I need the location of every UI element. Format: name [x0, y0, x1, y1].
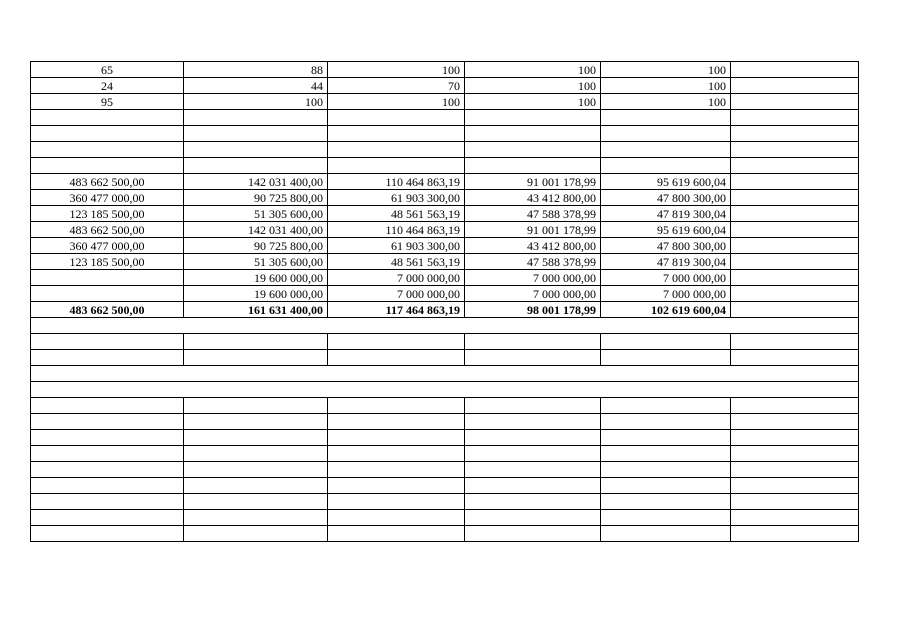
table-cell: [731, 302, 859, 318]
table-cell: [328, 494, 465, 510]
table-cell: [731, 190, 859, 206]
table-cell: 95 619 600,04: [601, 174, 731, 190]
table-cell: 91 001 178,99: [465, 222, 601, 238]
table-cell: [328, 446, 465, 462]
table-cell: 65: [31, 62, 184, 78]
table-cell: 43 412 800,00: [465, 238, 601, 254]
table-cell: [328, 142, 465, 158]
table-cell: [731, 254, 859, 270]
table-cell: [601, 110, 731, 126]
table-cell: [601, 398, 731, 414]
table-cell: 100: [465, 78, 601, 94]
table-cell: [465, 126, 601, 142]
table-cell: 44: [184, 78, 328, 94]
table-cell: [184, 430, 328, 446]
table-cell: [731, 494, 859, 510]
table-cell: [31, 142, 184, 158]
table-cell: [465, 158, 601, 174]
table-cell: 483 662 500,00: [31, 222, 184, 238]
table-cell: 61 903 300,00: [328, 190, 465, 206]
merged-cell: [31, 382, 859, 398]
table-cell: [731, 462, 859, 478]
table-cell: [328, 414, 465, 430]
table-row: [31, 398, 859, 414]
table-cell: 88: [184, 62, 328, 78]
table-cell: [601, 430, 731, 446]
table-cell: [465, 494, 601, 510]
table-cell: [31, 110, 184, 126]
table-cell: [601, 334, 731, 350]
table-cell: 100: [601, 62, 731, 78]
table-cell: 90 725 800,00: [184, 190, 328, 206]
table-cell: 123 185 500,00: [31, 254, 184, 270]
table-cell: [31, 350, 184, 366]
table-cell: 61 903 300,00: [328, 238, 465, 254]
table-cell: [731, 510, 859, 526]
table-cell: [731, 350, 859, 366]
table-cell: 360 477 000,00: [31, 190, 184, 206]
table-cell: [465, 478, 601, 494]
table-cell: [31, 126, 184, 142]
table-cell: [601, 510, 731, 526]
table-cell: [184, 398, 328, 414]
table-cell: [465, 142, 601, 158]
table-cell: [731, 142, 859, 158]
total-row: [31, 302, 859, 318]
table-cell: 98 001 178,99: [465, 302, 601, 318]
table-cell: [31, 286, 184, 302]
table-cell: [465, 350, 601, 366]
table-cell: [328, 478, 465, 494]
table-row: [31, 222, 859, 238]
table-cell: 110 464 863,19: [328, 222, 465, 238]
table-cell: [328, 158, 465, 174]
table-cell: 100: [601, 94, 731, 110]
table-cell: [328, 510, 465, 526]
table-cell: 100: [184, 94, 328, 110]
table-cell: 102 619 600,04: [601, 302, 731, 318]
table-cell: [31, 270, 184, 286]
table-cell: [601, 526, 731, 542]
table-cell: 142 031 400,00: [184, 222, 328, 238]
table-cell: 7 000 000,00: [465, 286, 601, 302]
table-cell: 91 001 178,99: [465, 174, 601, 190]
table-cell: [465, 398, 601, 414]
table-cell: 161 631 400,00: [184, 302, 328, 318]
table-cell: [731, 478, 859, 494]
table-cell: 95: [31, 94, 184, 110]
table-cell: 47 800 300,00: [601, 238, 731, 254]
table-cell: [601, 126, 731, 142]
table-cell: 70: [328, 78, 465, 94]
table-cell: [31, 494, 184, 510]
table-cell: 360 477 000,00: [31, 238, 184, 254]
table-row: [31, 526, 859, 542]
merged-cell: [31, 318, 859, 334]
merged-row: [31, 318, 859, 334]
table-row: [31, 78, 859, 94]
table-cell: 483 662 500,00: [31, 302, 184, 318]
table-cell: [601, 494, 731, 510]
table-row: [31, 286, 859, 302]
table-row: [31, 206, 859, 222]
table-cell: [731, 62, 859, 78]
table-cell: [184, 494, 328, 510]
table-cell: [731, 526, 859, 542]
table-cell: [731, 430, 859, 446]
table-row: [31, 510, 859, 526]
table-cell: 51 305 600,00: [184, 206, 328, 222]
table-row: [31, 414, 859, 430]
table-cell: [184, 142, 328, 158]
table-cell: [328, 462, 465, 478]
table-cell: 100: [601, 78, 731, 94]
table-cell: [184, 334, 328, 350]
table-cell: 110 464 863,19: [328, 174, 465, 190]
table-cell: 48 561 563,19: [328, 254, 465, 270]
table-cell: [184, 414, 328, 430]
table-cell: 43 412 800,00: [465, 190, 601, 206]
table-cell: [465, 430, 601, 446]
table-cell: [328, 110, 465, 126]
merged-row: [31, 382, 859, 398]
table-cell: 47 800 300,00: [601, 190, 731, 206]
table-cell: 47 819 300,04: [601, 206, 731, 222]
table-cell: [601, 158, 731, 174]
table-row: [31, 174, 859, 190]
table-row: [31, 238, 859, 254]
table-cell: [731, 78, 859, 94]
table-cell: [731, 270, 859, 286]
table-cell: [328, 526, 465, 542]
table-cell: 47 819 300,04: [601, 254, 731, 270]
table-cell: [31, 462, 184, 478]
table-row: [31, 94, 859, 110]
table-row: [31, 494, 859, 510]
table-cell: [601, 478, 731, 494]
table-cell: [31, 430, 184, 446]
table-cell: 142 031 400,00: [184, 174, 328, 190]
table-row: [31, 270, 859, 286]
table-cell: [601, 462, 731, 478]
table-cell: 100: [328, 94, 465, 110]
table-cell: 51 305 600,00: [184, 254, 328, 270]
table-cell: [328, 398, 465, 414]
table-cell: [731, 126, 859, 142]
table-cell: [465, 334, 601, 350]
table-cell: 100: [328, 62, 465, 78]
table-cell: [31, 398, 184, 414]
table-cell: [601, 142, 731, 158]
table-cell: 7 000 000,00: [465, 270, 601, 286]
table-cell: 47 588 378,99: [465, 254, 601, 270]
table-cell: [328, 126, 465, 142]
table-cell: 95 619 600,04: [601, 222, 731, 238]
table-cell: 19 600 000,00: [184, 286, 328, 302]
table-cell: [601, 350, 731, 366]
table-cell: [601, 446, 731, 462]
table-cell: [184, 478, 328, 494]
table-cell: 7 000 000,00: [601, 286, 731, 302]
table-cell: 48 561 563,19: [328, 206, 465, 222]
table-cell: 7 000 000,00: [601, 270, 731, 286]
table-cell: [184, 446, 328, 462]
table-row: [31, 430, 859, 446]
table-cell: [731, 446, 859, 462]
merged-cell: [31, 366, 859, 382]
table-cell: [184, 158, 328, 174]
table-cell: 123 185 500,00: [31, 206, 184, 222]
table-cell: [731, 110, 859, 126]
table-cell: 24: [31, 78, 184, 94]
table-cell: [731, 398, 859, 414]
table-cell: [465, 462, 601, 478]
table-cell: [601, 414, 731, 430]
table-body: [31, 62, 859, 542]
table-cell: [465, 526, 601, 542]
table-cell: [328, 334, 465, 350]
table-row: [31, 462, 859, 478]
table-cell: [328, 430, 465, 446]
table-cell: 47 588 378,99: [465, 206, 601, 222]
table-cell: [328, 350, 465, 366]
table-cell: [31, 526, 184, 542]
table-cell: 100: [465, 62, 601, 78]
table-cell: [31, 446, 184, 462]
table-cell: 7 000 000,00: [328, 286, 465, 302]
table-cell: [184, 350, 328, 366]
table-row: [31, 62, 859, 78]
table-cell: [184, 510, 328, 526]
table-row: [31, 478, 859, 494]
table-cell: [31, 510, 184, 526]
table-cell: 483 662 500,00: [31, 174, 184, 190]
table-row: [31, 158, 859, 174]
table-cell: [465, 414, 601, 430]
table-cell: [184, 126, 328, 142]
table-row: [31, 446, 859, 462]
spreadsheet-table: [30, 61, 859, 542]
table-cell: [731, 286, 859, 302]
table-row: [31, 334, 859, 350]
table-cell: [184, 110, 328, 126]
table-cell: 117 464 863,19: [328, 302, 465, 318]
table-cell: [465, 446, 601, 462]
table-cell: 7 000 000,00: [328, 270, 465, 286]
table-cell: [31, 158, 184, 174]
table-cell: 19 600 000,00: [184, 270, 328, 286]
table-row: [31, 350, 859, 366]
table-cell: 100: [465, 94, 601, 110]
table-cell: 90 725 800,00: [184, 238, 328, 254]
table-cell: [731, 206, 859, 222]
table-cell: [731, 174, 859, 190]
merged-row: [31, 366, 859, 382]
table-cell: [465, 510, 601, 526]
table-row: [31, 142, 859, 158]
table-cell: [465, 110, 601, 126]
table-cell: [731, 94, 859, 110]
table-cell: [731, 222, 859, 238]
table-cell: [731, 238, 859, 254]
table-cell: [184, 526, 328, 542]
table-cell: [184, 462, 328, 478]
table-row: [31, 254, 859, 270]
table-cell: [731, 158, 859, 174]
table-cell: [731, 414, 859, 430]
table-row: [31, 190, 859, 206]
table-row: [31, 126, 859, 142]
table-cell: [31, 478, 184, 494]
table-cell: [31, 414, 184, 430]
table-cell: [31, 334, 184, 350]
table-row: [31, 110, 859, 126]
table-cell: [731, 334, 859, 350]
